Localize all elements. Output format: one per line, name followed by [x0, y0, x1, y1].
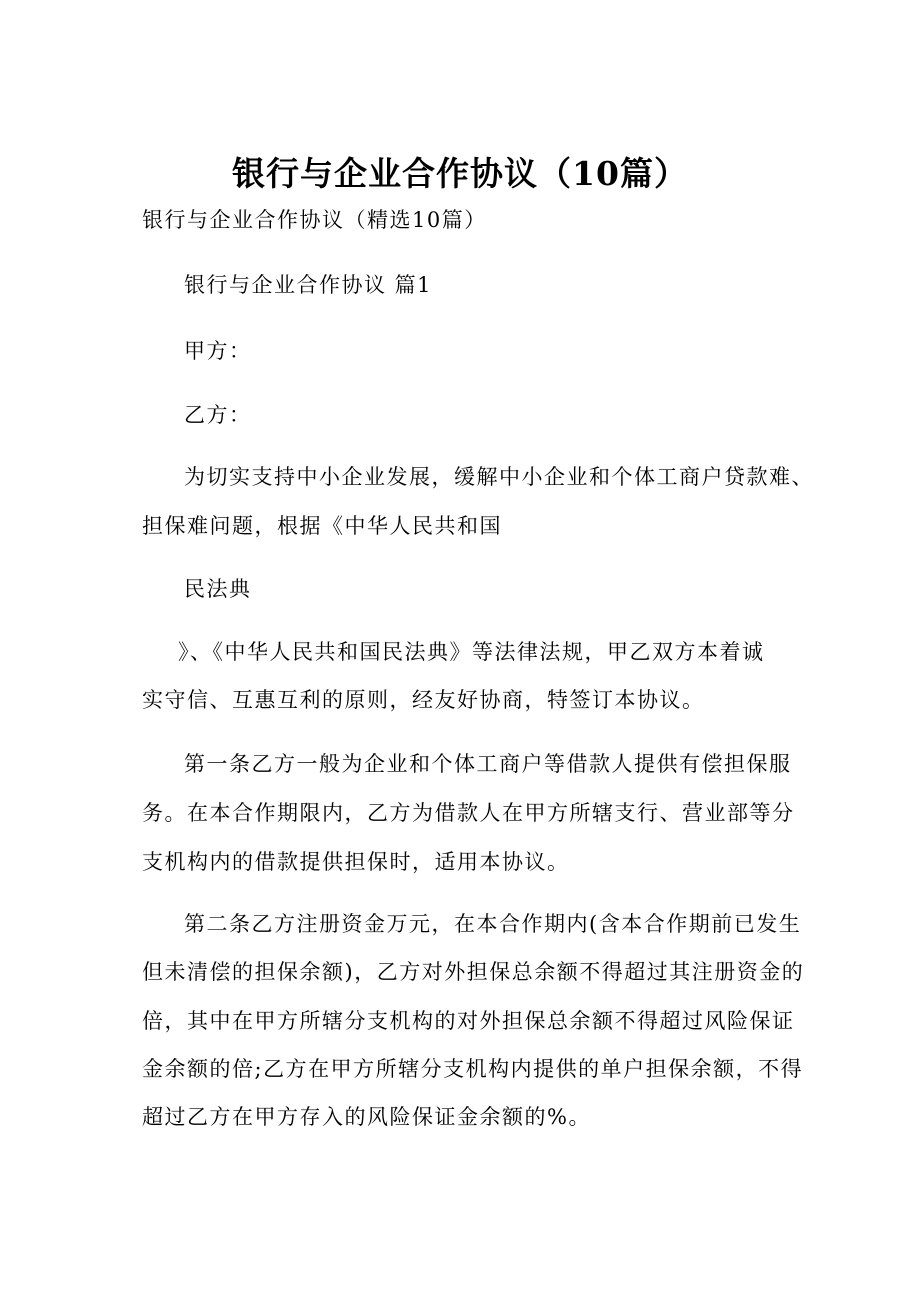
paragraph-line: 倍，其中在甲方所辖分支机构的对外担保总余额不得超过风险保证	[142, 1009, 795, 1033]
party-a-label: 甲方：	[184, 339, 252, 363]
paragraph-line: 实守信、互惠互利的原则，经友好协商，特签订本协议。	[142, 688, 705, 712]
paragraph-line: 金余额的倍;乙方在甲方所辖分支机构内提供的单户担保余额，不得	[142, 1057, 804, 1081]
paragraph-line: 务。在本合作期限内，乙方为借款人在甲方所辖支行、营业部等分	[142, 801, 795, 825]
party-b-label: 乙方：	[184, 403, 252, 427]
paragraph-line: 为切实支持中小企业发展，缓解中小企业和个体工商户贷款难、	[184, 465, 814, 489]
paragraph-line: 担保难问题，根据《中华人民共和国	[142, 514, 502, 538]
document-subtitle: 银行与企业合作协议（精选10篇）	[142, 208, 487, 232]
paragraph-line: 第二条乙方注册资金万元，在本合作期内(含本合作期前已发生	[184, 912, 802, 936]
paragraph-line: 民法典	[184, 577, 252, 601]
section-heading: 银行与企业合作协议 篇1	[184, 273, 433, 297]
paragraph-line: 但未清偿的担保余额)，乙方对外担保总余额不得超过其注册资金的	[142, 960, 805, 984]
paragraph-line: 》、《中华人民共和国民法典》等法律法规，甲乙双方本着诚	[178, 640, 765, 664]
paragraph-line: 第一条乙方一般为企业和个体工商户等借款人提供有偿担保服	[184, 752, 792, 776]
document-title: 银行与企业合作协议（10篇）	[232, 154, 688, 193]
paragraph-line: 超过乙方在甲方存入的风险保证金余额的%。	[142, 1105, 591, 1129]
paragraph-line: 支机构内的借款提供担保时，适用本协议。	[142, 850, 570, 874]
